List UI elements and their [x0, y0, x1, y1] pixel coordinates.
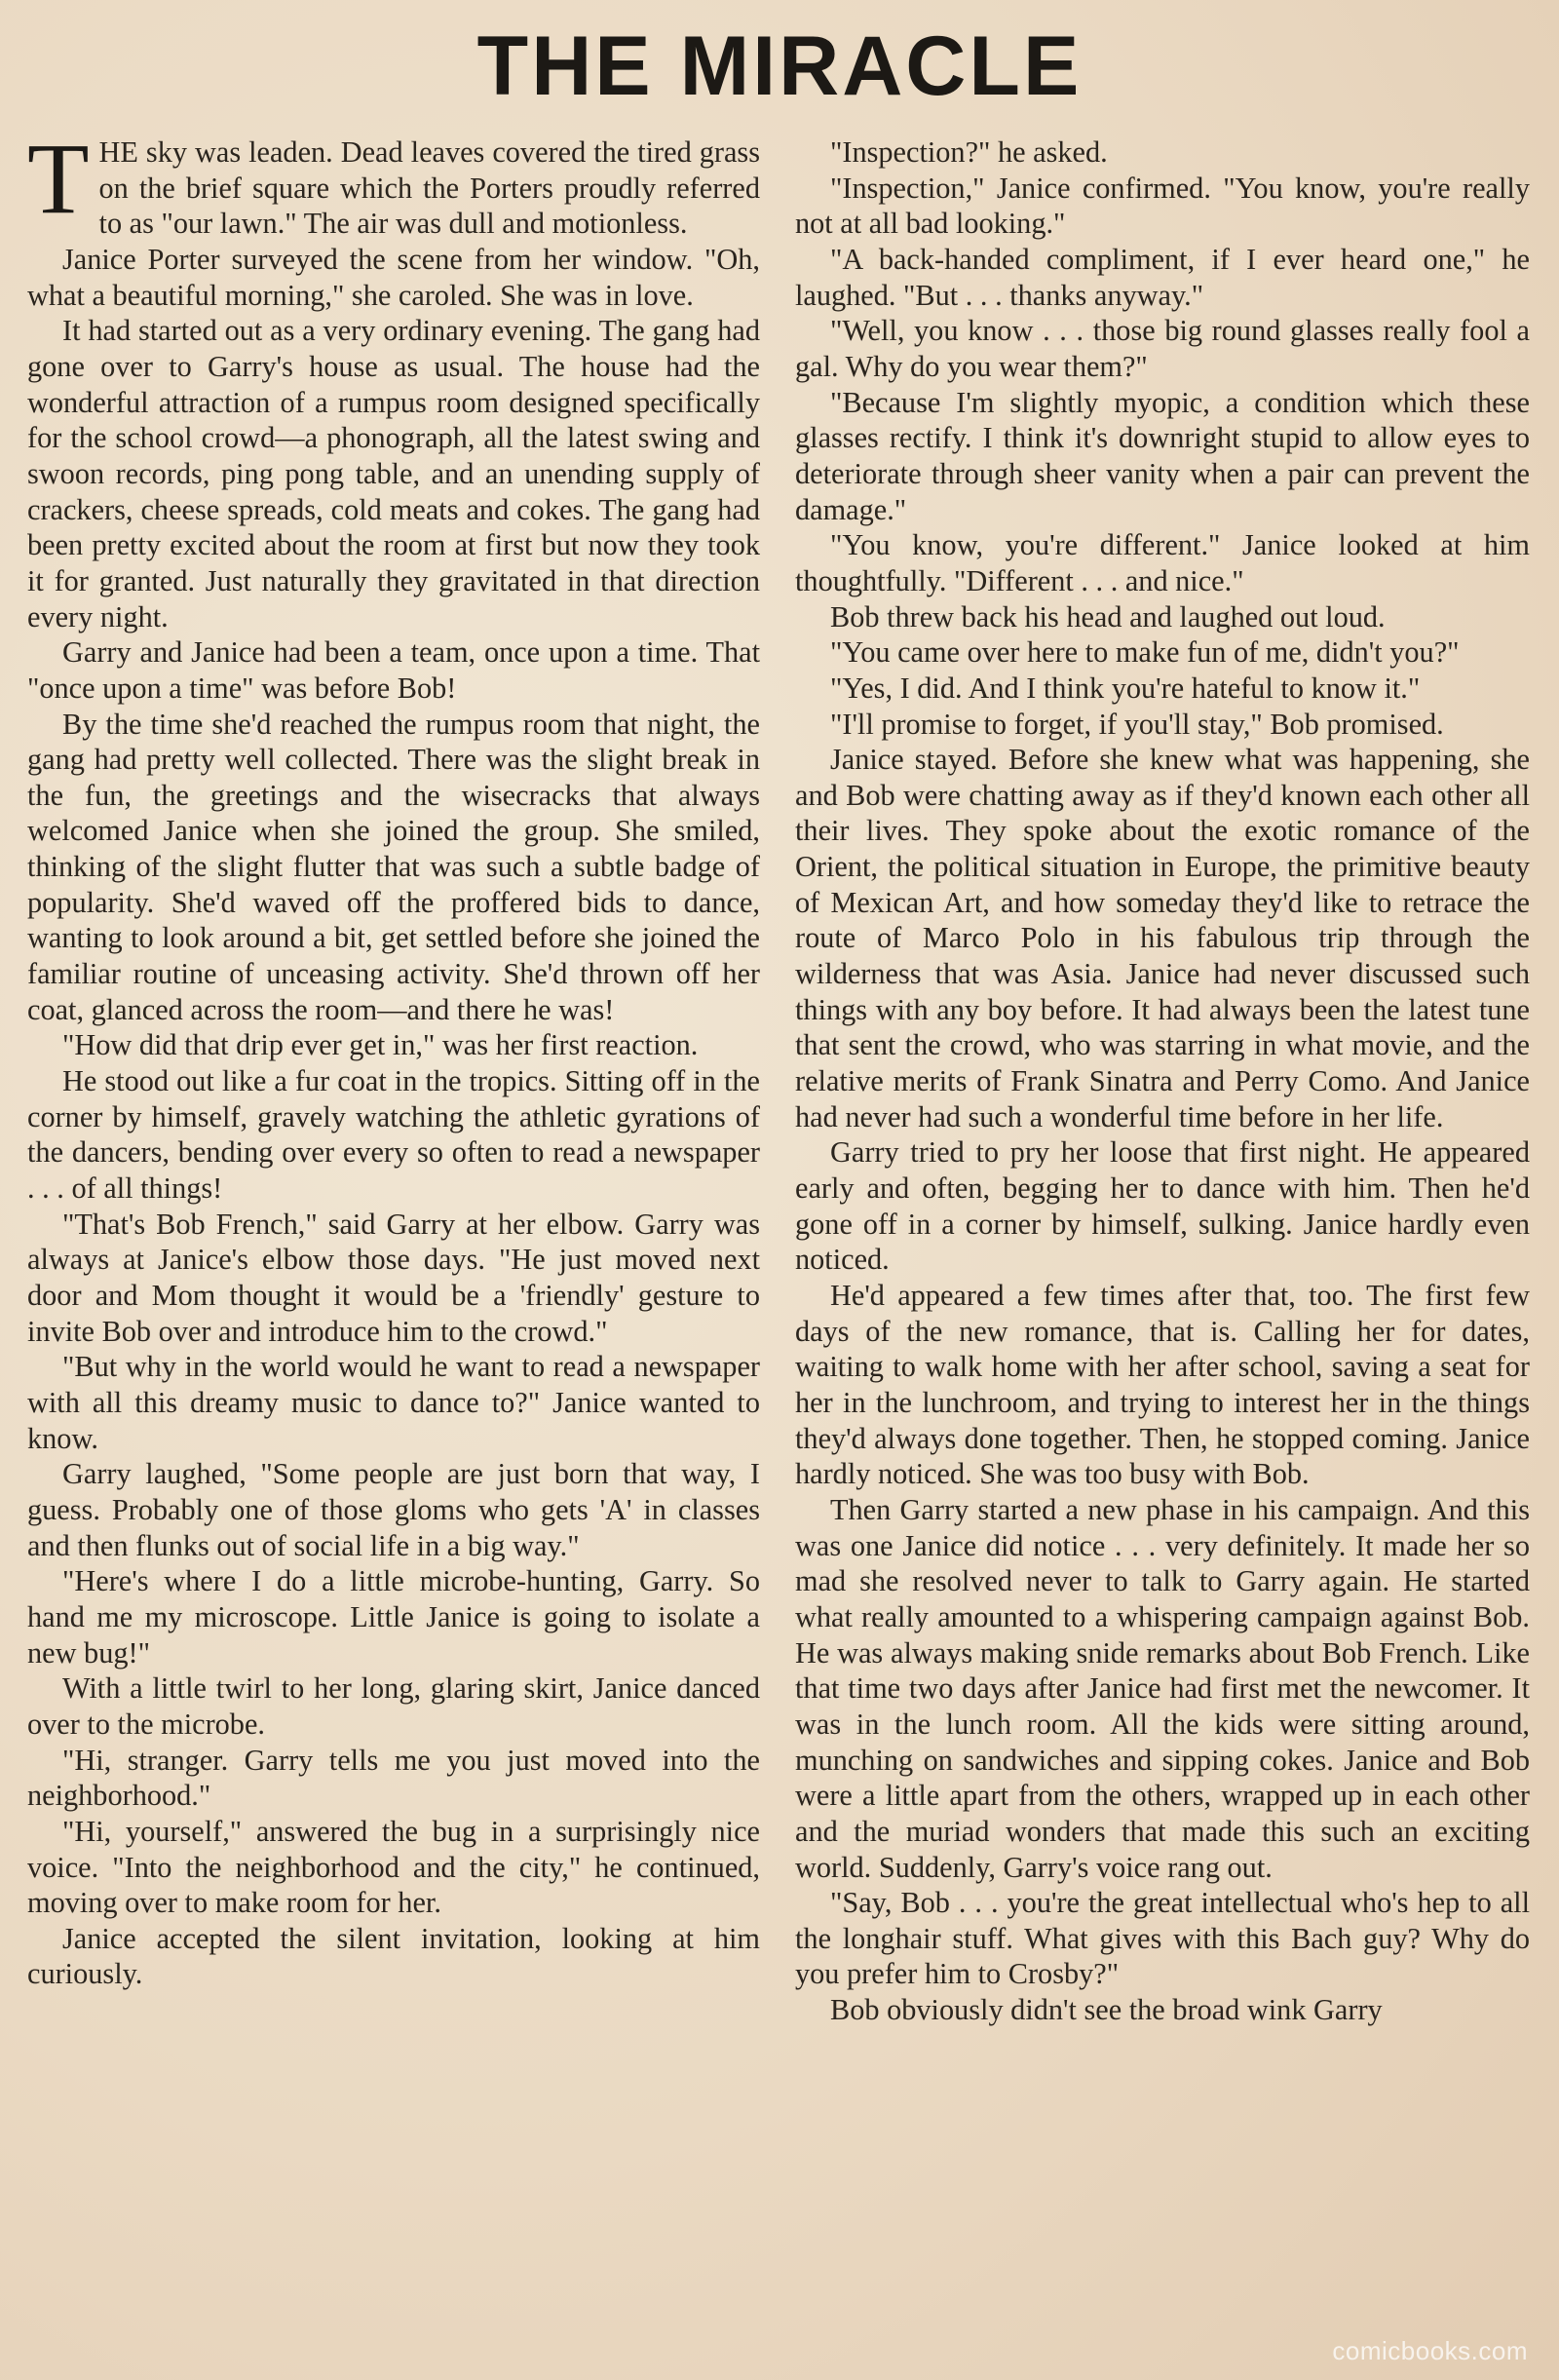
paragraph: Janice accepted the silent invitation, looking at him curiously.	[27, 1921, 760, 1991]
paragraph: Janice Porter surveyed the scene from her window. "Oh, what a beautiful morning," she caroled. She was in love.	[27, 242, 760, 312]
paragraph: With a little twirl to her long, glaring skirt, Janice danced over to the microbe.	[27, 1671, 760, 1741]
paragraph: He'd appeared a few times after that, too. The first few days of the new romance, that is. Calling her for dates, waiting to walk home with her after school, saving a seat for her in the lunchroom, and trying to interest her in the things they'd always done together. Then, he stopped coming. Janice hardly noticed. She was too busy with Bob.	[795, 1279, 1530, 1491]
paragraph: "Because I'm slightly myopic, a condition which these glasses rectify. I think it's downright stupid to allow eyes to deteriorate through sheer vanity when a pair can prevent the damage."	[795, 385, 1530, 526]
paragraph: "I'll promise to forget, if you'll stay," Bob promised.	[830, 707, 1444, 741]
paragraph: "You came over here to make fun of me, didn't you?"	[830, 635, 1460, 670]
paragraph: He stood out like a fur coat in the tropics. Sitting off in the corner by himself, gravely watching the athletic gyrations of the dancers, bending over every so often to read a newspaper . . . of all things!	[27, 1064, 760, 1206]
right-column	[795, 134, 1530, 2028]
paragraph: "Here's where I do a little microbe-hunting, Garry. So hand me my microscope. Little Janice is going to isolate a new bug!"	[27, 1564, 760, 1670]
left-column	[27, 123, 760, 1992]
paragraph: "A back-handed compliment, if I ever heard one," he laughed. "But . . . thanks anyway."	[795, 242, 1530, 312]
paragraph: "Yes, I did. And I think you're hateful to know it."	[830, 671, 1421, 705]
paragraph: Garry tried to pry her loose that first night. He appeared early and often, begging her to dance with him. Then he'd gone off in a corner by himself, sulking. Janice hardly even noticed.	[795, 1135, 1530, 1277]
paragraph: "Hi, yourself," answered the bug in a surprisingly nice voice. "Into the neighborhood and the city," he continued, moving over to make room for her.	[27, 1814, 760, 1920]
paragraph: "Inspection," Janice confirmed. "You know, you're really not at all bad looking."	[795, 171, 1530, 241]
paragraph: Bob threw back his head and laughed out loud.	[830, 599, 1386, 633]
paragraph: "Inspection?" he asked.	[830, 135, 1108, 169]
paragraph: Garry laughed, "Some people are just born that way, I guess. Probably one of those gloms who gets 'A' in classes and then flunks out of social life in a big way."	[27, 1457, 760, 1562]
paragraph: "Hi, stranger. Garry tells me you just moved into the neighborhood."	[27, 1743, 760, 1813]
paragraph: "Say, Bob . . . you're the great intellectual who's hep to all the longhair stuff. What gives with this Bach guy? Why do you prefer him to Crosby?"	[795, 1886, 1530, 1991]
paragraph: "That's Bob French," said Garry at her elbow. Garry was always at Janice's elbow those days. "He just moved next door and Mom thought it would be a 'friendly' gesture to invite Bob over and introduce him to the crowd."	[27, 1207, 760, 1348]
paragraph: "But why in the world would he want to read a newspaper with all this dreamy music to dance to?" Janice wanted to know.	[27, 1350, 760, 1455]
paragraph: Garry and Janice had been a team, once upon a time. That "once upon a time" was before Bob!	[27, 635, 760, 705]
drop-cap: T	[27, 123, 90, 235]
paragraph: Then Garry started a new phase in his campaign. And this was one Janice did notice . . . very definitely. It made her so mad she resolved never to talk to Garry again. He started what really amounted to a whispering campaign against Bob. He was always making snide remarks about Bob French. Like that time two days after Janice had first met the newcomer. It was in the lunch room. All the kids were sitting around, munching on sandwiches and sipping cokes. Janice and Bob were a little apart from the others, wrapped up in each other and the muriad wonders that made this such an exciting world. Suddenly, Garry's voice rang out.	[795, 1492, 1530, 1884]
paragraph: "How did that drip ever get in," was her first reaction.	[62, 1028, 699, 1062]
paragraph: "You know, you're different." Janice looked at him thoughtfully. "Different . . . and nice."	[795, 528, 1530, 597]
paragraph: Bob obviously didn't see the broad wink Garry	[830, 1993, 1383, 2027]
paragraph: It had started out as a very ordinary evening. The gang had gone over to Garry's house as usual. The house had the wonderful attraction of a rumpus room designed specifically for the school crowd—a phonograph, all the latest swing and swoon records, ping pong table, and an unending supply of crackers, cheese spreads, cold meats and cokes. The gang had been pretty excited about the room at first but now they took it for granted. Just naturally they gravitated in that direction every night.	[27, 314, 760, 633]
story-title: THE MIRACLE	[476, 19, 1083, 113]
paragraph: "Well, you know . . . those big round glasses really fool a gal. Why do you wear them?"	[795, 314, 1530, 383]
watermark: comicbooks.com	[1332, 2336, 1528, 2365]
paragraph: By the time she'd reached the rumpus room that night, the gang had pretty well collected. There was the slight break in the fun, the greetings and the wisecracks that always welcomed Janice when she joined the group. She smiled, thinking of the slight flutter that was such a subtle badge of popularity. She'd waved off the proffered bids to dance, wanting to look around a bit, get settled before she joined the familiar routine of unceasing activity. She'd thrown off her coat, glanced across the room—and there he was!	[27, 707, 760, 1026]
paragraph: Janice stayed. Before she knew what was happening, she and Bob were chatting away as if they'd known each other all their lives. They spoke about the exotic romance of the Orient, the political situation in Europe, the primitive beauty of Mexican Art, and how someday they'd like to retrace the route of Marco Polo in his fabulous trip through the wilderness that was Asia. Janice had never discussed such things with any boy before. It had always been the latest tune that sent the crowd, who was starring in what movie, and the relative merits of Frank Sinatra and Perry Como. And Janice had never had such a wonderful time before in her life.	[795, 743, 1530, 1133]
paragraph: THE sky was leaden. Dead leaves covered the tired grass on the brief square which the Porters proudly referred to as "our lawn." The air was dull and motionless.	[27, 123, 760, 241]
